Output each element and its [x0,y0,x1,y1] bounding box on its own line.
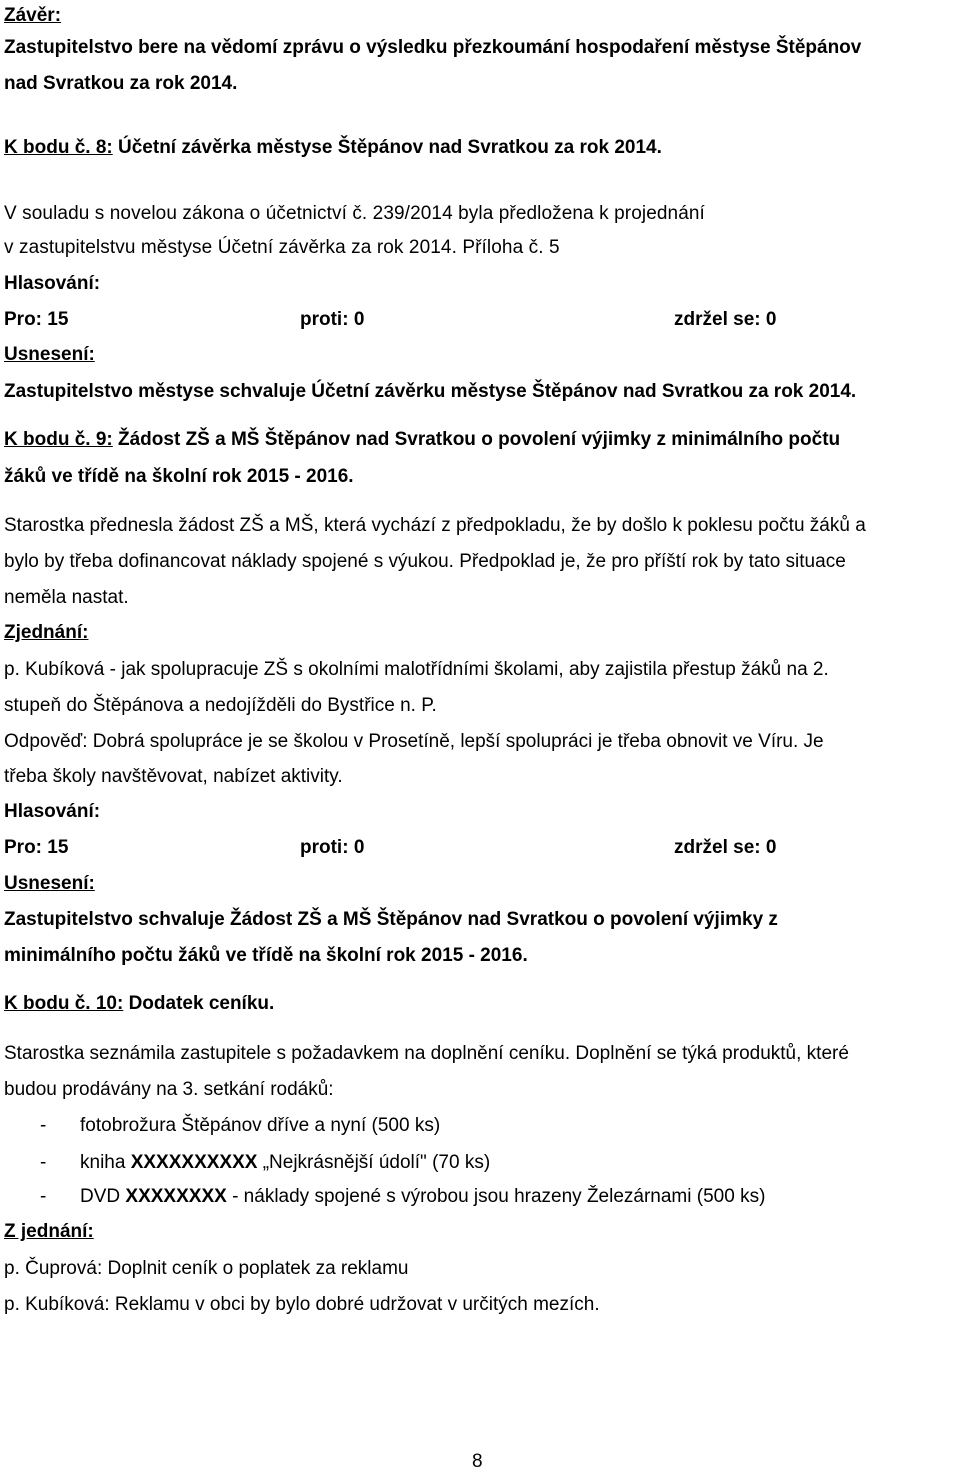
item9-text-line3: neměla nastat. [4,587,129,608]
item10-text-line1: Starostka seznámila zastupitele s požadavkem na doplnění ceníku. Doplnění se týká produktů, které [4,1043,849,1064]
item8-label: K bodu č. 8: [4,137,113,158]
list-dash: - [40,1115,47,1136]
item9-vote-zdrzel: zdržel se: 0 [674,837,777,858]
item9-vote-pro: Pro: 15 [4,837,69,858]
item10-jednani-heading: Z jednání: [4,1221,94,1242]
item9-heading-line1 [4,428,840,452]
list-item-text: fotobrožura Štěpánov dříve a nyní (500 ks) [80,1115,441,1136]
zaver-text-line2: nad Svratkou za rok 2014. [4,73,238,94]
item9-text-line1: Starostka přednesla žádost ZŠ a MŠ, která vychází z předpokladu, že by došlo k poklesu počtu žáků a [4,515,866,536]
item9-hlasovani-heading: Hlasování: [4,801,101,822]
item8-vote-pro: Pro: 15 [4,309,69,330]
list-dash: - [40,1152,47,1173]
item9-heading-line2: žáků ve třídě na školní rok 2015 - 2016. [4,466,354,487]
item10-title: Dodatek ceníku. [123,993,275,1014]
item8-vote-row [4,308,804,332]
list-dash: - [40,1186,47,1207]
item9-jednani-line1: p. Kubíková - jak spolupracuje ZŠ s okolními malotřídními školami, aby zajistila přestup žáků na 2. [4,659,829,680]
item9-text-line2: bylo by třeba dofinancovat náklady spojené s výukou. Předpoklad je, že pro příští rok by tato situace [4,551,846,572]
item9-jednani-heading: Zjednání: [4,622,89,643]
item9-jednani-line2: stupeň do Štěpánova a nedojížděli do Bystřice n. P. [4,695,437,716]
item10-jednani-line2: p. Kubíková: Reklamu v obci by bylo dobré udržovat v určitých mezích. [4,1294,600,1315]
item8-hlasovani-heading: Hlasování: [4,273,101,294]
item9-vote-row [4,836,804,860]
list-item-redacted: XXXXXXXX [125,1186,227,1207]
item8-title: Účetní závěrka městyse Štěpánov nad Svratkou za rok 2014. [112,137,662,158]
item9-resolution-line2: minimálního počtu žáků ve třídě na školní rok 2015 - 2016. [4,945,528,966]
list-item-post: - náklady spojené s výrobou jsou hrazeny Železárnami (500 ks) [226,1186,766,1207]
list-item-pre: kniha [80,1152,131,1173]
list-item-redacted: XXXXXXXXXX [130,1152,258,1173]
item9-title-line1: Žádost ZŠ a MŠ Štěpánov nad Svratkou o povolení výjimky z minimálního počtu [112,429,841,450]
item8-heading [4,136,662,160]
item9-resolution-line1: Zastupitelstvo schvaluje Žádost ZŠ a MŠ Štěpánov nad Svratkou o povolení výjimky z [4,909,778,930]
item8-vote-zdrzel: zdržel se: 0 [674,309,777,330]
item8-usneseni-heading: Usnesení: [4,344,95,365]
item9-odpoved-line2: třeba školy navštěvovat, nabízet aktivity. [4,766,343,787]
zaver-text-line1: Zastupitelstvo bere na vědomí zprávu o výsledku přezkoumání hospodaření městyse Štěpánov [4,37,862,58]
item10-text-line2: budou prodávány na 3. setkání rodáků: [4,1079,334,1100]
item10-heading [4,992,274,1016]
item8-resolution: Zastupitelstvo městyse schvaluje Účetní závěrku městyse Štěpánov nad Svratkou za rok 2014. [4,381,857,402]
list-item-pre: DVD [80,1186,126,1207]
item10-label: K bodu č. 10: [4,993,124,1014]
item8-text-line1: V souladu s novelou zákona o účetnictví č. 239/2014 byla předložena k projednání [4,203,705,224]
item9-label: K bodu č. 9: [4,429,113,450]
item10-jednani-line1: p. Čuprová: Doplnit ceník o poplatek za reklamu [4,1258,409,1279]
list-item-text [80,1185,765,1209]
zaver-heading: Závěr: [4,5,62,26]
page-number: 8 [472,1451,483,1472]
item8-text-line2: v zastupitelstvu městyse Účetní závěrka za rok 2014. Příloha č. 5 [4,237,560,258]
list-item-post: „Nejkrásnější údolí" (70 ks) [257,1152,491,1173]
item9-odpoved-line1: Odpověď: Dobrá spolupráce je se školou v Prosetíně, lepší spolupráci je třeba obnovit ve Víru. Je [4,731,824,752]
item9-vote-proti: proti: 0 [300,837,365,858]
item8-vote-proti: proti: 0 [300,309,365,330]
list-item-text [80,1151,490,1175]
item9-usneseni-heading: Usnesení: [4,873,95,894]
